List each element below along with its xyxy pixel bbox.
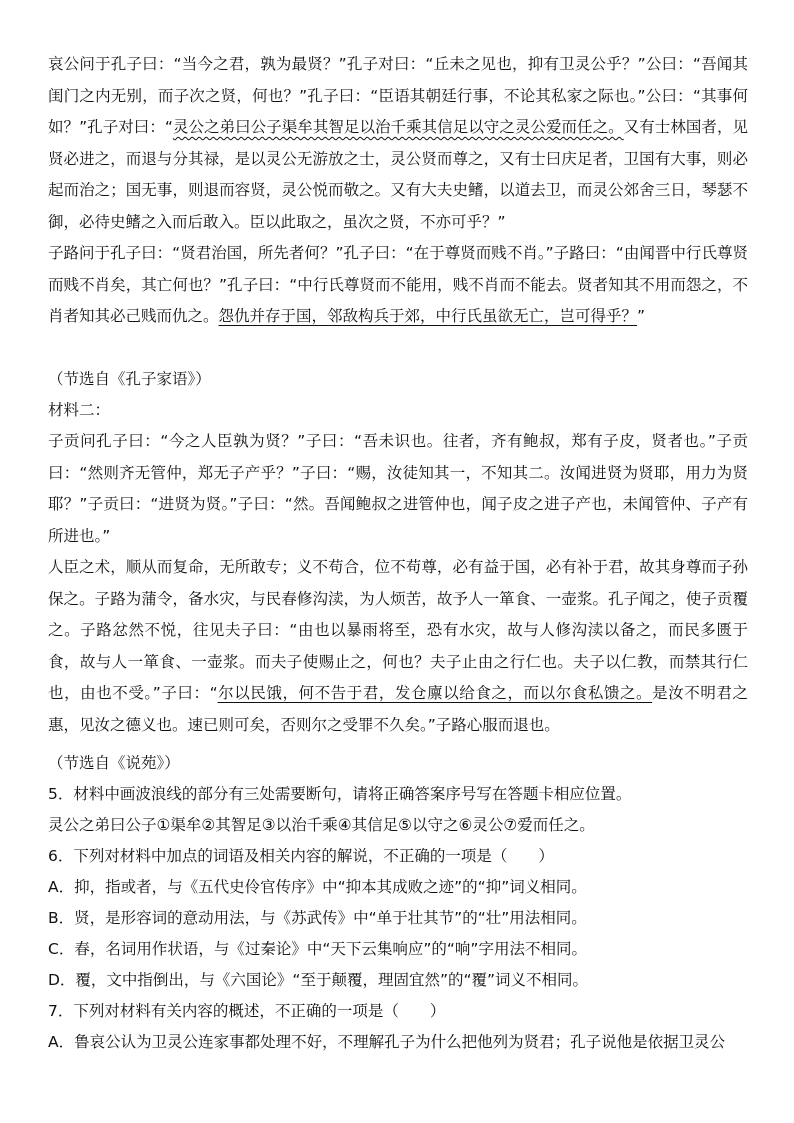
material-one-source: （节选自《孔子家语》） <box>48 370 211 388</box>
text-segment: ” <box>637 307 646 325</box>
question-6-option-d: D．覆，文中指倒出，与《六国论》“至于颠覆，理固宜然”的“覆”词义不相同。 <box>48 971 589 989</box>
material-two-paragraph-2 <box>48 552 748 741</box>
material-two-paragraph-1: 子贡问孔子曰：“今之人臣孰为贤？”子曰：“吾未识也。往者，齐有鲍叔，郑有子皮，贤者也。”子贡曰：“然则齐无管仲，郑无子产乎？”子曰：“赐，汝徒知其一，不知其二。汝闻进贤为贤耶，用力为贤耶？”子贡曰：“进贤为贤。”子曰：“然。吾闻鲍叔之进管仲也，闻子皮之进子产也，未闻管仲、子产有所进也。” <box>48 432 748 545</box>
material-one-paragraph-1 <box>48 49 748 238</box>
material-one-paragraph-2 <box>48 238 748 333</box>
question-5-stem: 5．材料中画波浪线的部分有三处需要断句，请将正确答案序号写在答题卡相应位置。 <box>48 785 632 803</box>
material-two-source: （节选自《说苑》） <box>48 754 180 772</box>
question-6-stem: 6．下列对材料中加点的词语及相关内容的解说，不正确的一项是（ ） <box>48 847 554 865</box>
underlined-sentence: 怨仇并存于国，邻敌构兵于郊，中行氏虽欲无亡，岂可得乎？ <box>218 307 638 325</box>
underlined-sentence: 尔以民饿，何不告于君，发仓廪以给食之，而以尔食私馈之。 <box>217 684 653 702</box>
question-6-option-c: C．春，名词用作状语，与《过秦论》中“天下云集响应”的“响”字用法不相同。 <box>48 940 587 958</box>
question-6-option-a: A．抑，指或者，与《五代史伶官传序》中“抑本其成败之迹”的“抑”词义相同。 <box>48 878 587 896</box>
question-6-option-b: B．贤，是形容词的意动用法，与《苏武传》中“单于壮其节”的“壮”用法相同。 <box>48 909 587 927</box>
question-7-option-a: A．鲁哀公认为卫灵公连家事都处理不好，不理解孔子为什么把他列为贤君；孔子说他是依据卫灵公 <box>48 1033 726 1051</box>
text-segment: 又有士林国者，见贤必进之，而退与分其禄，是以灵公无游放之士，灵公贤而尊之，又有士曰庆足者，卫国有大事，则必起而治之；国无事，则退而容贤，灵公悦而敬之。又有大夫史鳍，以道去卫，而灵公郊舍三日，琴瑟不御，必待史鳍之入而后敢入。臣以此取之，虽次之贤，不亦可乎？” <box>48 118 748 231</box>
material-two-heading: 材料二： <box>48 401 111 419</box>
text-segment: 哀公问于孔子曰：“当今之君，孰为最贤？”孔子对曰：“丘未之见也，抑有卫灵公乎？”公曰：“吾闻其闺门之内无别，而子次之贤，何也？”孔子曰：“臣语其朝廷行事，不论其私家之际也。”公曰：“其事何如？”孔子对曰：“ <box>48 55 748 136</box>
text-segment: 子路问于孔子曰：“贤君治国，所先者何？”孔子曰：“在于尊贤而贱不肖。”子路曰：“由闻晋中行氏尊贤而贱不肖矣，其亡何也？”孔子曰：“中行氏尊贤而不能用，贱不肖而不能去。贤者知其不用而怨之，不肖者知其必己贱而仇之。 <box>48 244 748 325</box>
text-segment: 是汝不明君之惠，见汝之德义也。速已则可矣，否则尔之受罪不久矣。”子路心服而退也。 <box>48 684 748 734</box>
question-7-stem: 7．下列对材料有关内容的概述，不正确的一项是（ ） <box>48 1002 446 1020</box>
text-segment: 人臣之术，顺从而复命，无所敢专；义不苟合，位不苟尊，必有益于国，必有补于君，故其身尊而子孙保之。子路为蒲令，备水灾，与民春修沟渎，为人烦苦，故予人一箪食、一壶浆。孔子闻之，使子贡覆之。子路忿然不悦，往见夫子曰：“由也以暴雨将至，恐有水灾，故与人修沟渎以备之，而民多匮于食，故与人一箪食、一壶浆。而夫子使赐止之，何也？夫子止由之行仁也。夫子以仁教，而禁其行仁也，由也不受。”子曰：“ <box>48 558 748 702</box>
wavy-underlined-sentence: 灵公之弟曰公子渠牟其智足以治千乘其信足以守之灵公爱而任之。 <box>172 118 624 136</box>
question-5-sentence: 灵公之弟曰公子①渠牟②其智足③以治千乘④其信足⑤以守之⑥灵公⑦爱而任之。 <box>48 816 595 834</box>
